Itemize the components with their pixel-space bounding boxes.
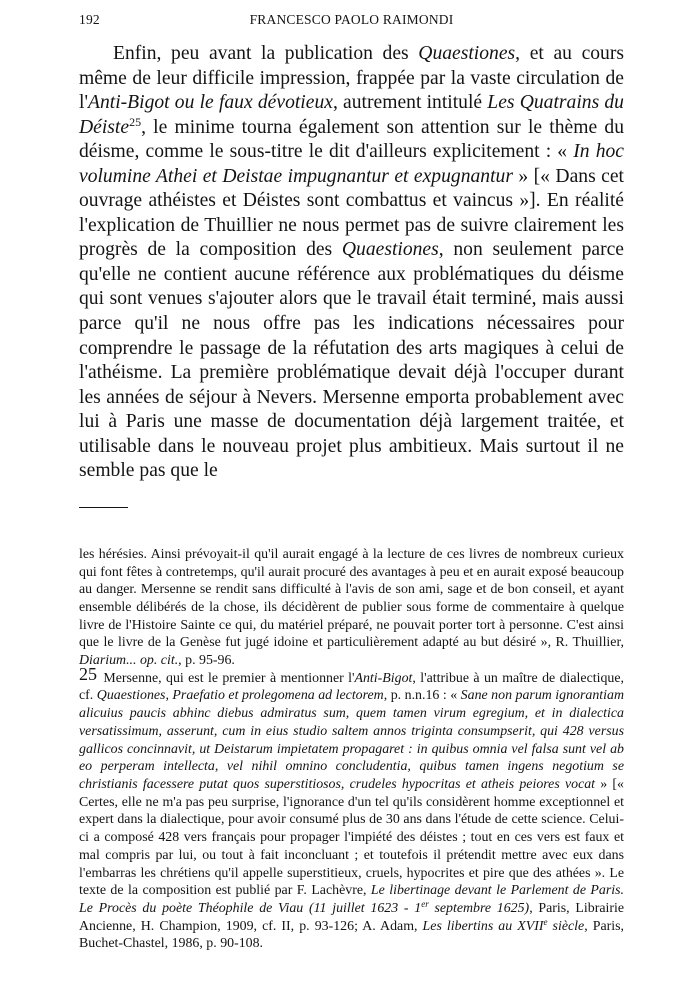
footnote-text: » [« Certes, elle ne m'a pas peu surprise, l'ignorance d'un tel qu'ils considèrent homme exceptionnel et expert dans la dialectique, pour avoir consumé plus de 30 ans dans l'étude de cette science. Celui-ci a composé 428 vers français pour propager l'impiété des déistes ; tout en ces vers est faux et mal compris par lui, ou tout à fait inconcluant ; et toutefois il prétendit mettre avec eux dans l'embarras les chrétiens qu'il appelle superstitieux, cruels, hypocrites et pire que des athées ». Le texte de la composition est publié par F. Lachèvre, <box>79 776 624 899</box>
footnote-italic: Les libertins au XVII <box>422 918 544 934</box>
footnote-text: , Paris, Librairie Ancienne, H. Champion, 1909, cf. II, p. 93-126; A. Adam, <box>79 900 624 934</box>
footnotes <box>79 546 624 953</box>
page-header <box>79 12 624 42</box>
body-paragraph <box>79 42 624 484</box>
body-text: , et au cours même de leur difficile impression, frappée par la vaste circulation de l' <box>79 43 625 114</box>
italic-title: Les Quatrains du Déiste <box>79 92 624 138</box>
body-text: , le minime tourna également son attention sur le thème du déisme, comme le sous-titre le dit d'ailleurs explicitement : « <box>79 116 624 163</box>
body-text: Enfin, peu avant la publication des <box>113 43 419 64</box>
footnote-separator <box>79 507 128 508</box>
footnote-latin-quote: Sane non parum ignorantiam alicuius paucis abhinc diebus admiratus sum, quem tamen virum egregium, et in dialectica versatissimum, asserunt, cum in eius studio saltem annos triginta consumpserit, qui 428 versus gallicos concinnavit, ut Deistarum impietatem propagaret : in quibus omnia vel falsa sunt vel ab eo perperam intellecta, vel nihil omnino concludentia, quibus tamen ingens negotium se christianis facessere putat quos superstitiosos, crudeles hypocritas et atheis peiores vocat <box>79 688 624 792</box>
italic-title: Quaestiones <box>341 239 439 261</box>
footnote-italic: septembre 1625) <box>428 900 530 916</box>
footnote-text: , Paris, Buchet-Chastel, 1986, p. 90-108. <box>79 918 624 952</box>
footnote-reference: 25 <box>129 114 142 129</box>
footnote-text: Mersenne, qui est le premier à mentionner l' <box>99 670 355 686</box>
footnote-number: 25 <box>79 663 97 684</box>
page-number: 192 <box>79 12 100 27</box>
footnote-italic: Anti-Bigot <box>354 670 413 686</box>
body-text: , non seulement parce qu'elle ne contient aucune référence aux problématiques du déisme qui sont venues s'ajouter alors que le travail était terminé, mais aussi parce qu'il ne nous offre pas les indications nécessaires pour comprendre le passage de la réfutation des arts magiques à celui de l'athéisme. La première problématique devait déjà l'occuper durant les années de séjour à Nevers. Mersenne emporta probablement avec lui à Paris une masse de documentation déjà largement traitée, et utilisable dans le nouveau projet plus ambitieux. Mais surtout il ne semble pas que le <box>79 239 624 482</box>
running-title: FRANCESCO PAOLO RAIMONDI <box>249 12 454 27</box>
footnote-italic: siècle <box>547 918 585 934</box>
footnote-italic: Le libertinage devant le Parlement de Paris. Le Procès du poète Théophile de Viau (11 juillet 1623 - 1 <box>79 883 625 916</box>
footnote-continuation <box>79 546 624 670</box>
book-page <box>79 0 624 953</box>
footnote-text: les hérésies. Ainsi prévoyait-il qu'il aurait engagé à la lecture de ces livres de nombreux curieux qui font fêtes à contretemps, qu'il aurait procuré des avantages à peu et en aurait exposé beaucoup au danger. Mersenne se rendit sans difficulté à l'avis de son ami, sage et de bon conseil, et ayant ensemble délibérés de la chose, ils décidèrent de publier sous forme de commentaire à quelque livre de l'Histoire Sainte ce qui, du matériel préparé, ne pouvait porter tort à personne. C'est ainsi que le livre de la Genèse fut jugé idoine et particulièrement adapté au but désiré », R. Thuillier, <box>79 546 624 651</box>
footnote-superscript: er <box>421 898 429 909</box>
italic-title: Quaestiones <box>418 43 516 64</box>
footnote-text: , p. 95-96. <box>178 653 235 669</box>
footnote-superscript: e <box>543 916 548 927</box>
body-text: » [« Dans cet ouvrage athéistes et Déistes sont combattus et vaincus »]. En réalité l'explication de Thuillier ne nous permet pas de suivre clairement les progrès de la composition des <box>79 165 624 261</box>
footnote-italic: Quaestiones, Praefatio et prolegomena ad lectorem <box>96 688 384 704</box>
italic-quote: In hoc volumine Athei et Deistae impugnantur et expugnantur <box>79 141 624 187</box>
body-text: , autrement intitulé <box>332 92 488 114</box>
italic-title: Anti-Bigot ou le faux dévotieux <box>87 92 333 114</box>
footnote-text: , p. n.n.16 : « <box>383 688 461 704</box>
footnote-text: , l'attribue à un maître de dialectique, cf. <box>79 670 624 704</box>
footnote-italic: Diarium... op. cit. <box>79 653 179 669</box>
footnote-25 <box>79 663 625 953</box>
